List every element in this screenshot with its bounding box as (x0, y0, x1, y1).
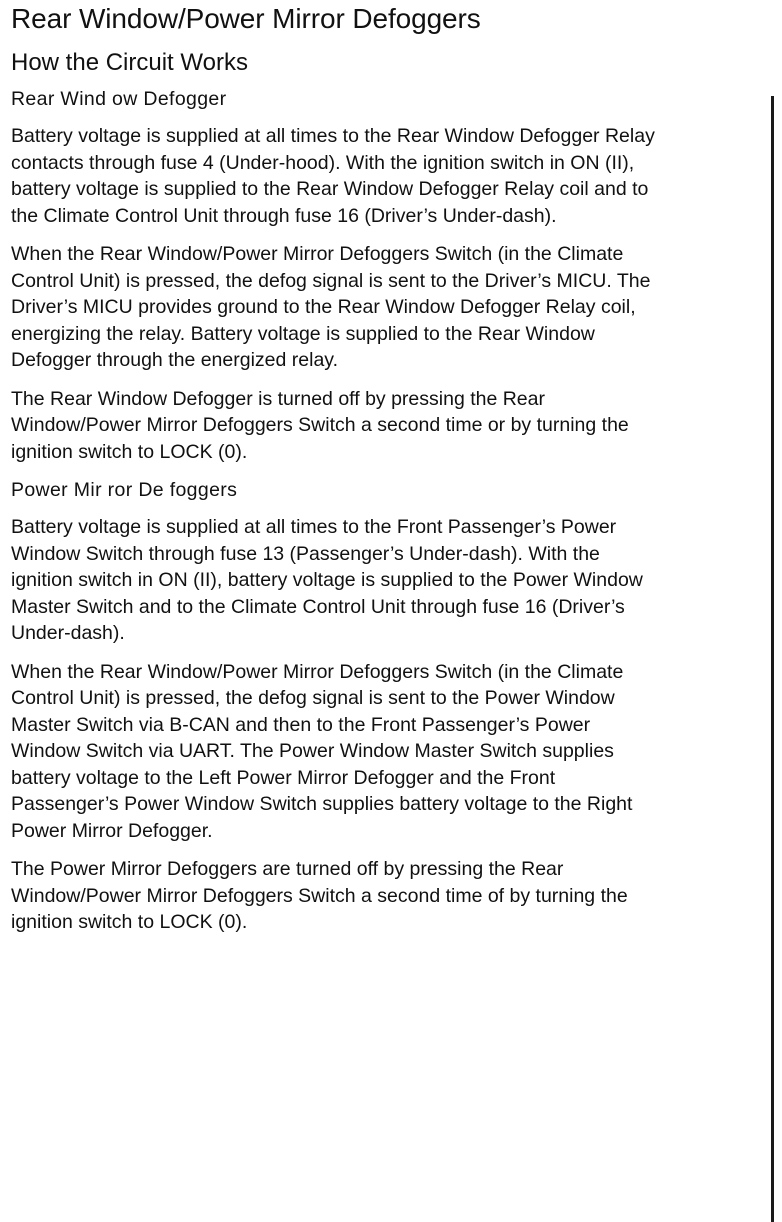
document-content (11, 2, 751, 948)
rear-defogger-paragraph-2: When the Rear Window/Power Mirror Defoggers Switch (in the Climate Control Unit) is pressed, the defog signal is sent to the Driver’s MICU. The Driver’s MICU provides ground to the Rear Window Defogger Relay coil, energizing the relay. Battery voltage is supplied to the Rear Window Defogger through the energized relay. (11, 243, 651, 371)
mirror-defoggers-paragraph-2: When the Rear Window/Power Mirror Defoggers Switch (in the Climate Control Unit) is pressed, the defog signal is sent to the Power Window Master Switch via B-CAN and then to the Front Passenger’s Power Window Switch via UART. The Power Window Master Switch supplies battery voltage to the Left Power Mirror Defogger and the Front Passenger’s Power Window Switch supplies battery voltage to the Right Power Mirror Defogger. (11, 660, 633, 842)
page-title: Rear Window/Power Mirror Defoggers (11, 3, 481, 34)
mirror-defoggers-paragraph-3: The Power Mirror Defoggers are turned off by pressing the Rear Window/Power Mirror Defoggers Switch a second time of by turning the ignition switch to LOCK (0). (11, 858, 628, 933)
rear-defogger-heading: Rear Wind ow Defogger (11, 88, 227, 110)
rear-defogger-paragraph-1: Battery voltage is supplied at all times to the Rear Window Defogger Relay contacts through fuse 4 (Under-hood). With the ignition switch in ON (II), battery voltage is supplied to the Rear Window Defogger Relay coil and to the Climate Control Unit through fuse 16 (Driver’s Under-dash). (11, 125, 655, 227)
right-border-rule (771, 96, 774, 1222)
section-title: How the Circuit Works (11, 49, 248, 76)
mirror-defoggers-paragraph-1: Battery voltage is supplied at all times to the Front Passenger’s Power Window Switch through fuse 13 (Passenger’s Under-dash). With the ignition switch in ON (II), battery voltage is supplied to the Power Window Master Switch and to the Climate Control Unit through fuse 16 (Driver’s Under-dash). (11, 516, 643, 644)
rear-defogger-paragraph-3: The Rear Window Defogger is turned off by pressing the Rear Window/Power Mirror Defoggers Switch a second time or by turning the ignition switch to LOCK (0). (11, 387, 629, 463)
mirror-defoggers-heading: Power Mir ror De foggers (11, 479, 238, 501)
